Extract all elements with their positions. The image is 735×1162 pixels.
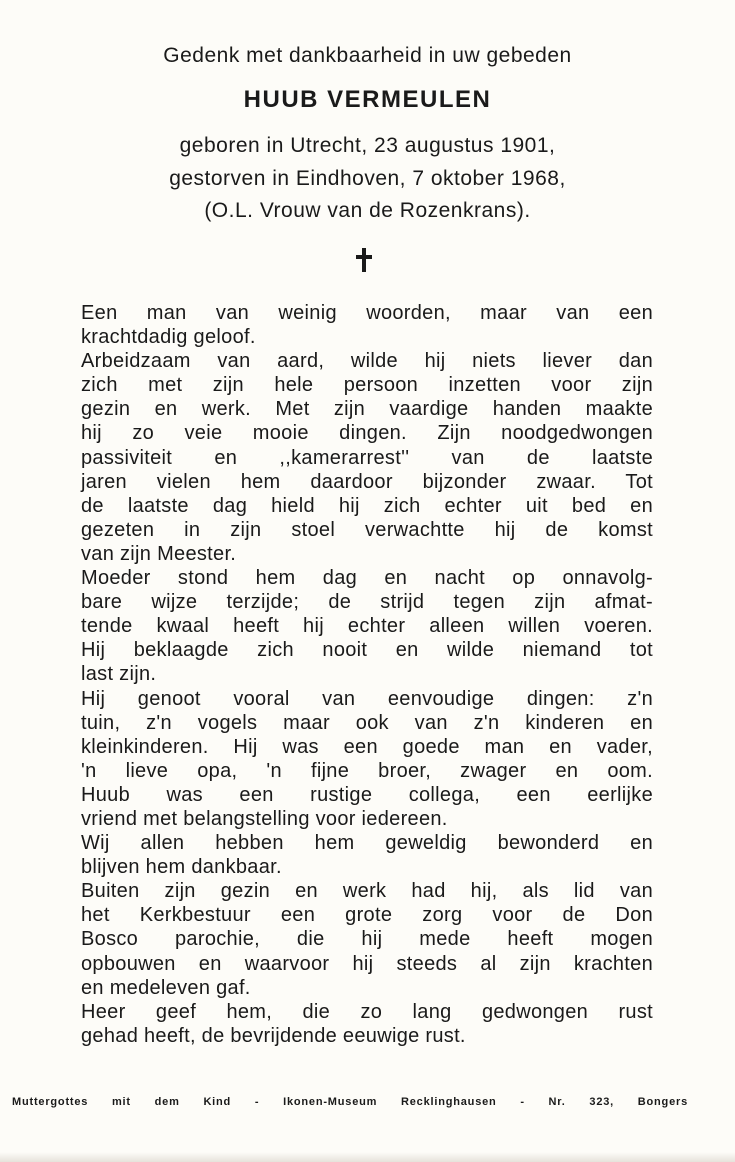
text-line: passiviteit en ,,kamerarrest'' van de laatste <box>81 446 653 469</box>
text-line: Huub was een rustige collega, een eerlijke <box>81 783 653 806</box>
text-line: bare wijze terzijde; de strijd tegen zijn afmat- <box>81 591 653 614</box>
text-line: hij zo veie mooie dingen. Zijn noodgedwongen <box>81 422 653 445</box>
text-line: Wij allen hebben hem geweldig bewonderd en <box>81 832 653 855</box>
text-line: de laatste dag hield hij zich echter uit bed en <box>81 494 653 517</box>
deceased-name: HUUB VERMEULEN <box>243 86 492 113</box>
text-line: 'n lieve opa, 'n fijne broer, zwager en oom. <box>81 759 653 782</box>
text-line: van zijn Meester. <box>81 542 237 565</box>
text-line: zich met zijn hele persoon inzetten voor zijn <box>81 374 653 397</box>
text-line: krachtdadig geloof. <box>81 326 256 349</box>
text-line: Heer geef hem, die zo lang gedwongen rust <box>81 1000 653 1023</box>
text-line: gehad heeft, de bevrijdende eeuwige rust. <box>81 1024 466 1047</box>
text-line: Arbeidzaam van aard, wilde hij niets liever dan <box>81 350 653 373</box>
latin-cross-icon <box>354 248 374 276</box>
text-line: Een man van weinig woorden, maar van een <box>81 302 653 324</box>
text-line: gezeten in zijn stoel verwachtte hij de komst <box>81 518 653 541</box>
text-line: tende kwaal heeft hij echter alleen willen voeren. <box>81 615 653 638</box>
text-line: opbouwen en waarvoor hij steeds al zijn krachten <box>81 952 653 975</box>
parish-line: (O.L. Vrouw van de Rozenkrans). <box>204 199 531 222</box>
text-line: kleinkinderen. Hij was een goede man en vader, <box>81 735 653 758</box>
text-line: blijven hem dankbaar. <box>81 856 282 879</box>
text-line: jaren vielen hem daardoor bijzonder zwaar. Tot <box>81 470 653 493</box>
text-line: Hij beklaagde zich nooit en wilde niemand tot <box>81 639 653 662</box>
text-line: last zijn. <box>81 663 157 686</box>
text-line: Moeder stond hem dag en nacht op onnavolg- <box>81 567 653 590</box>
invocation-line: Gedenk met dankbaarheid in uw gebeden <box>163 44 572 67</box>
death-line: gestorven in Eindhoven, 7 oktober 1968, <box>169 167 566 190</box>
text-line: Buiten zijn gezin en werk had hij, als lid van <box>81 880 653 903</box>
text-line: vriend met belangstelling voor iedereen. <box>81 807 448 830</box>
birth-line: geboren in Utrecht, 23 augustus 1901, <box>179 134 556 157</box>
text-line: tuin, z'n vogels maar ook van z'n kinderen en <box>81 711 653 734</box>
text-line: Hij genoot vooral van eenvoudige dingen: z'n <box>81 687 653 710</box>
text-line: het Kerkbestuur een grote zorg voor de Don <box>81 904 653 927</box>
text-line: en medeleven gaf. <box>81 976 251 999</box>
text-line: gezin en werk. Met zijn vaardige handen maakte <box>81 398 653 421</box>
memorial-text <box>81 301 653 1048</box>
image-credit-caption: Muttergottes mit dem Kind - Ikonen-Museum Recklinghausen - Nr. 323, Bongers <box>12 1096 688 1108</box>
text-line: Bosco parochie, die hij mede heeft mogen <box>81 928 653 951</box>
